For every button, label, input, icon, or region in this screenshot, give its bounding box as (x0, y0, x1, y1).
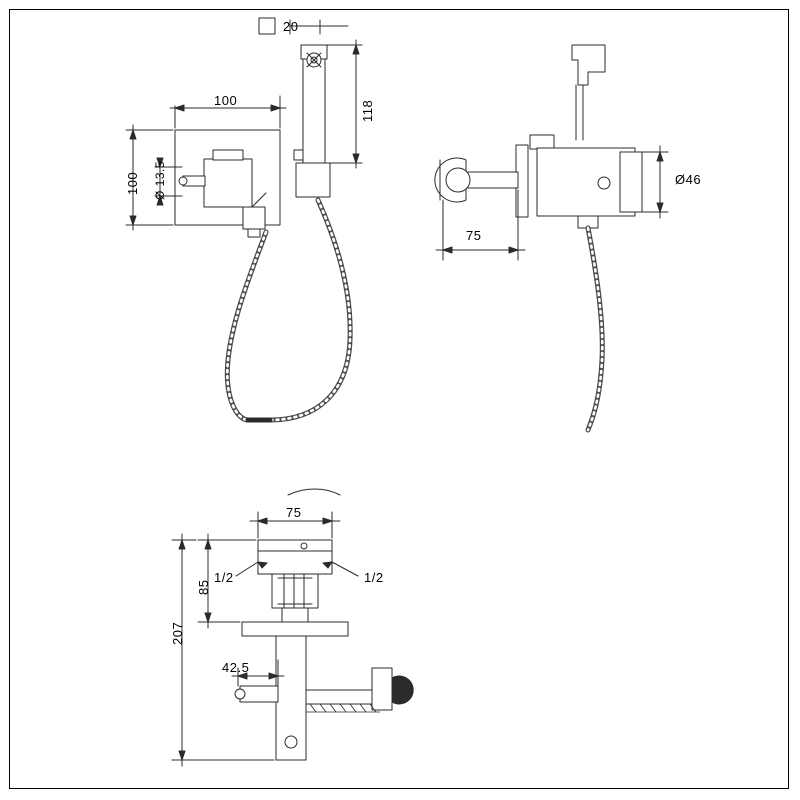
dim-label-100-height: 100 (125, 171, 140, 195)
callout-label-thread-left: 1/2 (214, 570, 234, 585)
dim-label-75-bottom: 75 (286, 505, 302, 520)
dim-label-diameter-46: Ø46 (675, 172, 702, 187)
dim-label-75-side: 75 (466, 228, 482, 243)
dim-label-207: 207 (170, 621, 185, 645)
dim-label-118: 118 (360, 99, 375, 122)
dim-label-diameter-13-5: Ø 13.5 (153, 160, 167, 200)
dim-label-20: 20 (283, 19, 299, 34)
dim-label-100-width: 100 (214, 93, 238, 108)
dim-label-85: 85 (196, 579, 211, 595)
bottom-assembly-view-geometry (172, 489, 413, 766)
callout-label-thread-right: 1/2 (364, 570, 384, 585)
front-view-geometry (126, 18, 362, 420)
dim-label-42-5: 42.5 (222, 660, 250, 675)
